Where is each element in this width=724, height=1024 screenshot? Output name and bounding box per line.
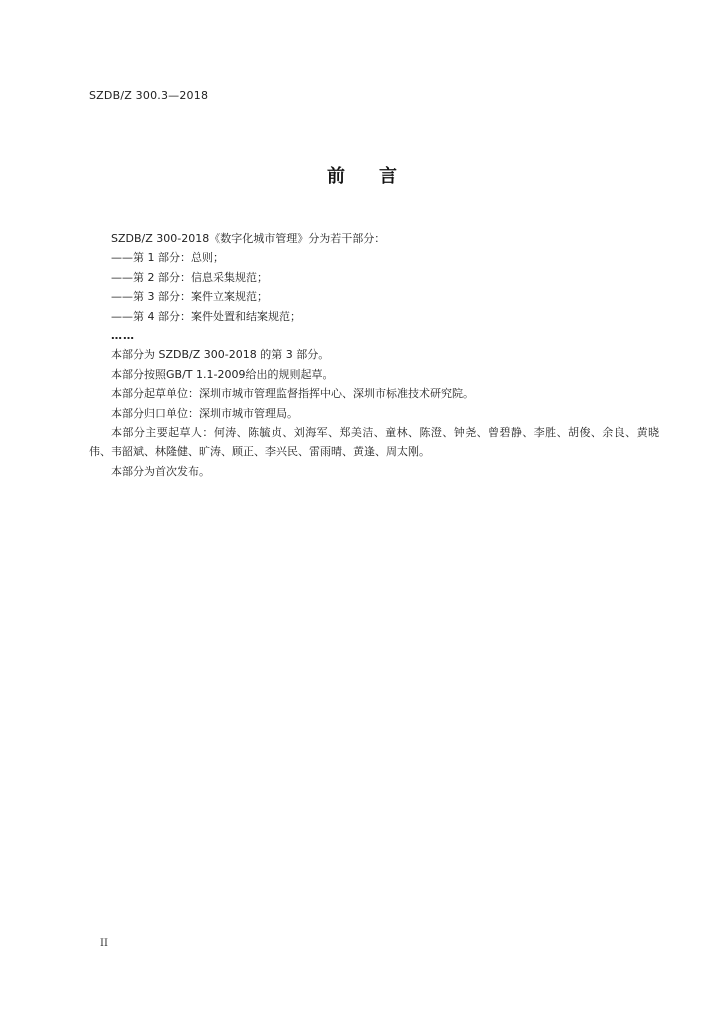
part-list-item: ——第 2 部分：信息采集规范； — [111, 270, 268, 284]
intro-paragraph: SZDB/Z 300-2018《数字化城市管理》分为若干部分： — [111, 232, 386, 245]
responsible-unit-paragraph: 本部分归口单位：深圳市城市管理局。 — [111, 406, 298, 420]
part-list-item: ——第 3 部分：案件立案规范； — [111, 290, 268, 304]
title-char-2: 言 — [379, 166, 397, 187]
standard-code: SZDB/Z 300.3—2018 — [89, 89, 209, 102]
ellipsis: …… — [111, 329, 135, 343]
first-release-paragraph: 本部分为首次发布。 — [111, 464, 210, 478]
this-part-paragraph: 本部分为 SZDB/Z 300-2018 的第 3 部分。 — [111, 348, 330, 362]
drafting-units-paragraph: 本部分起草单位：深圳市城市管理监督指挥中心、深圳市标准技术研究院。 — [111, 387, 474, 401]
title-char-1: 前 — [327, 166, 345, 187]
page-title — [0, 162, 724, 188]
page-number: II — [100, 938, 108, 949]
foreword-body — [89, 229, 659, 481]
drafters-paragraph: 本部分主要起草人：何涛、陈毓贞、刘海军、郑美洁、童林、陈澄、钟尧、曾碧静、李胜、胡俊、余良、黄晓伟、韦韶斌、林隆健、旷涛、顾正、李兴民、雷雨晴、黄逢、周太刚。 — [89, 426, 659, 459]
part-list-item: ——第 1 部分：总则； — [111, 251, 224, 265]
drafting-rules-paragraph: 本部分按照GB/T 1.1-2009给出的规则起草。 — [111, 367, 334, 381]
part-list-item: ——第 4 部分：案件处置和结案规范； — [111, 309, 301, 323]
